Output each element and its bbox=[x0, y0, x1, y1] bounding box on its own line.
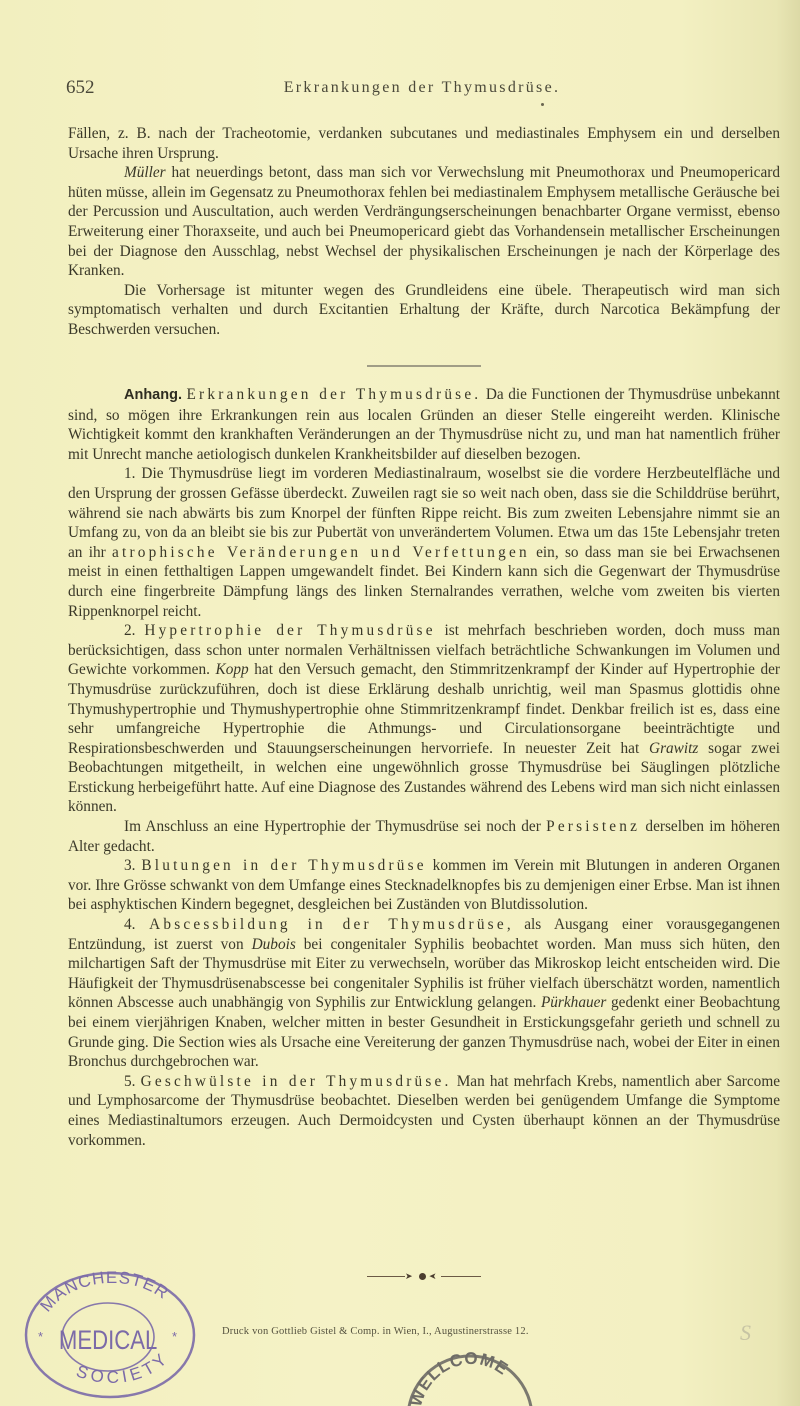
page-number: 652 bbox=[66, 77, 95, 98]
section-title: Hypertrophie der Thymusdrüse bbox=[144, 622, 436, 640]
section-number: 3. bbox=[124, 857, 136, 875]
ink-speck bbox=[541, 103, 544, 106]
paragraph-text: derselben im höheren Alter gedacht. bbox=[68, 818, 781, 855]
preceding-section bbox=[68, 124, 780, 340]
running-title: Erkrankungen der Thymusdrüse. bbox=[283, 79, 561, 96]
appendix-intro bbox=[68, 385, 780, 464]
section-2 bbox=[68, 621, 780, 817]
section-number: 5. bbox=[124, 1072, 136, 1090]
appendix-heading: Erkrankungen der Thymusdrüse. bbox=[186, 386, 482, 403]
svg-text:WELLCOME: WELLCOME bbox=[406, 1349, 512, 1406]
author-name: Kopp bbox=[215, 661, 249, 679]
svg-text:SOCIETY: SOCIETY bbox=[73, 1347, 174, 1388]
svg-text:MEDICAL: MEDICAL bbox=[58, 1326, 158, 1356]
wellcome-library-stamp bbox=[380, 1344, 540, 1406]
paragraph-text: hat neuerdings betont, dass man sich vor Verwechslung mit Pneumothorax und Pneumopericard hüten müsse, allein im Gegensatz zu Pneumothorax fehlen bei mediastinalem Emphysem metallische Geräusche bei der Percussion und Auscultation, auch werden Verdrängungserscheinungen benachbarter Organe vermisst, ebenso Erweiterung einer Thoraxseite, und auch bei Pneumopericard giebt das Vorhandensein metallischer Erscheinungen bei der Diagnose den Ausschlag, nebst Wechsel der physikalischen Erscheinungen je nach der Körperlage des Kranken. bbox=[68, 164, 780, 280]
paragraph-text: hat den Versuch gemacht, den Stimmritzenkrampf der Kinder auf Hypertrophie der Thymusdrüse zurückzuführen, doch ist diese Erklärung deshalb unrichtig, weil man Spasmus glottidis ohne Thymushypertrophie und Thymushypertrophie ohne Stimmritzenkrampf findet. Denkbar freilich ist es, dass eine sehr umfangreiche Hypertrophie die Athmungs- und Circulationsorgane beeinträchtigte und Respirationsbeschwerden und Stauungserscheinungen hervorriefe. In neuester Zeit hat bbox=[68, 661, 780, 757]
ornament-dot-icon bbox=[419, 1273, 426, 1280]
section-number: 4. bbox=[124, 916, 136, 934]
section-5 bbox=[68, 1072, 780, 1150]
paragraph-text: Da die Functionen der Thymusdrüse unbekannt sind, so mögen ihre Erkrankungen rein aus localen Gründen an dieser Stelle eingereiht werden. Klinische Wichtigkeit kommt den krankhaften Veränderungen an der Thymusdrüse nicht zu, und man hat namentlich früher mit Unrecht manche aetiologisch dunkelen Krankheitsbilder auf dieselben bezogen. bbox=[68, 386, 780, 463]
end-ornament bbox=[367, 1272, 481, 1282]
library-stamp-icon bbox=[22, 1269, 198, 1401]
library-stamp-icon bbox=[380, 1344, 540, 1406]
paragraph-text: ein, so dass man sie bei Erwachsenen meist in einen fetthaltigen Lappen umgewandelt findet. Bei Kindern kann sich die Gegenwart der Thymusdrüse durch eine fingerbreite Dämpfung längs des linken Sternalrandes verrathen, welche vom zweiten bis vierten Rippenknorpel reicht. bbox=[68, 543, 780, 620]
author-name: Pürkhauer bbox=[540, 994, 607, 1012]
paragraph-text: , als Ausgang einer vorausgegangenen Entzündung, ist zuerst von bbox=[68, 916, 780, 953]
arrow-left-icon: ➤ bbox=[429, 1272, 437, 1282]
manchester-medical-society-stamp bbox=[22, 1269, 198, 1401]
paragraph bbox=[68, 281, 780, 340]
pencil-mark: S bbox=[740, 1320, 751, 1345]
paragraph-text: bei congenitaler Syphilis beobachtet worden. Man muss sich hüten, den milchartigen Saft der Thymusdrüse mit Eiter zu verwechseln, worüber das Mikroskop leicht entscheiden wird. Die Häufigkeit der Thymusdrüsenabscesse bei congenitaler Syphilis ist früher vielfach überschätzt worden, namentlich können Abscesse auch unabhängig von Syphilis zur Entwicklung gelangen. bbox=[68, 935, 780, 1012]
paragraph-text: Die Vorhersage ist mitunter wegen des Grundleidens eine übele. Therapeutisch wird man sich symptomatisch verhalten und durch Excitantien Erhaltung der Kräfte, durch Narcotica Bekämpfung der Beschwerden versuchen. bbox=[68, 281, 780, 338]
arrow-right-icon: ➤ bbox=[405, 1272, 413, 1282]
running-head bbox=[66, 77, 778, 101]
svg-text:MANCHESTER: MANCHESTER bbox=[36, 1269, 173, 1316]
paragraph-text: Fällen, z. B. nach der Tracheotomie, verdanken subcutanes und mediastinales Emphysem ein und derselben Ursache ihren Ursprung. bbox=[68, 125, 780, 162]
paragraph-text: sogar zwei Beobachtungen mitgetheilt, in welchen eine ungewöhnlich grosse Thymusdrüse bei Säuglingen plötzliche Erstickung herbeigeführt hatte. Auf eine Diagnose des Zustandes während des Lebens wird man sich nicht einlassen können. bbox=[68, 739, 780, 816]
author-name: Müller bbox=[124, 164, 166, 182]
emphasis-text: atrophische Veränderungen und Verfettungen bbox=[112, 543, 530, 561]
section-title: Blutungen in der Thymusdrüse bbox=[141, 857, 427, 875]
paragraph-text: kommen im Verein mit Blutungen in anderen Organen vor. Ihre Grösse schwankt von dem Umfange eines Stecknadelknopfes bis zu demjenigen einer Erbse. Man ist ihnen bei asphyktischen Kindern begegnet, desgleichen bei Zuständen von Blutdissolution. bbox=[68, 857, 781, 914]
section-3 bbox=[68, 856, 780, 915]
ornament-line-left bbox=[367, 1276, 405, 1277]
appendix-label: Anhang. bbox=[124, 387, 182, 403]
author-name: Grawitz bbox=[649, 739, 699, 757]
section-title: Geschwülste in der Thymusdrüse. bbox=[140, 1072, 452, 1090]
section-divider bbox=[367, 365, 481, 367]
printer-imprint: Druck von Gottlieb Gistel & Comp. in Wien, I., Augustinerstrasse 12. bbox=[222, 1326, 529, 1337]
svg-text:*: * bbox=[172, 1329, 178, 1344]
paragraph-text: Man hat mehrfach Krebs, namentlich aber Sarcome und Lymphosarcome der Thymusdrüse beobachtet. Dieselben werden bei genügendem Umfange die Symptome eines Mediastinaltumors erzeugen. Auch Dermoidcysten und Cysten überhaupt können an der Thymusdrüse vorkommen. bbox=[68, 1072, 781, 1149]
section-number: 2. bbox=[124, 622, 136, 640]
paragraph-text: Im Anschluss an eine Hypertrophie der Thymusdrüse sei noch der bbox=[124, 818, 547, 836]
author-name: Dubois bbox=[251, 935, 296, 953]
section-2-persistence bbox=[68, 817, 780, 856]
section-4 bbox=[68, 915, 780, 1072]
paragraph bbox=[68, 124, 780, 163]
paragraph-text: Die Thymusdrüse liegt im vorderen Mediastinalraum, woselbst sie die vordere Herzbeutelfläche und den Ursprung der grossen Gefässe überdeckt. Zuweilen ragt sie so weit nach oben, dass sie die Schilddrüse berührt, während sie nach abwärts bis zum Knorpel der fünften Rippe reicht. Bis zum zweiten Lebensjahre nimmt sie an Umfang zu, von da an bleibt sie bis zur Pubertät von unverändertem Volumen. Etwa um das 15te Lebensjahr treten an ihr bbox=[68, 465, 780, 561]
paragraph-text: ist mehrfach beschrieben worden, doch muss man berücksichtigen, dass schon unter normalen Verhältnissen vielfach beträchtliche Schwankungen im Volumen und Gewichte vorkommen. bbox=[68, 622, 780, 679]
paragraph-text: gedenkt einer Beobachtung bei einem vierjährigen Knaben, welcher mitten in bester Gesundheit in Erstickungsgefahr gerieth und schnell zu Grunde ging. Die Section wies als Ursache eine Vereiterung der ganzen Thymusdrüse nach, wobei der Eiter in einen Bronchus durchgebrochen war. bbox=[68, 994, 780, 1071]
appendix-section bbox=[68, 385, 780, 1150]
section-number: 1. bbox=[124, 465, 136, 483]
section-title: Abscessbildung in der Thymusdrüse bbox=[149, 916, 507, 934]
paragraph bbox=[68, 163, 780, 281]
ornament-line-right bbox=[441, 1276, 481, 1277]
section-1 bbox=[68, 464, 780, 621]
svg-text:*: * bbox=[38, 1329, 44, 1344]
emphasis-text: Persistenz bbox=[546, 818, 641, 836]
